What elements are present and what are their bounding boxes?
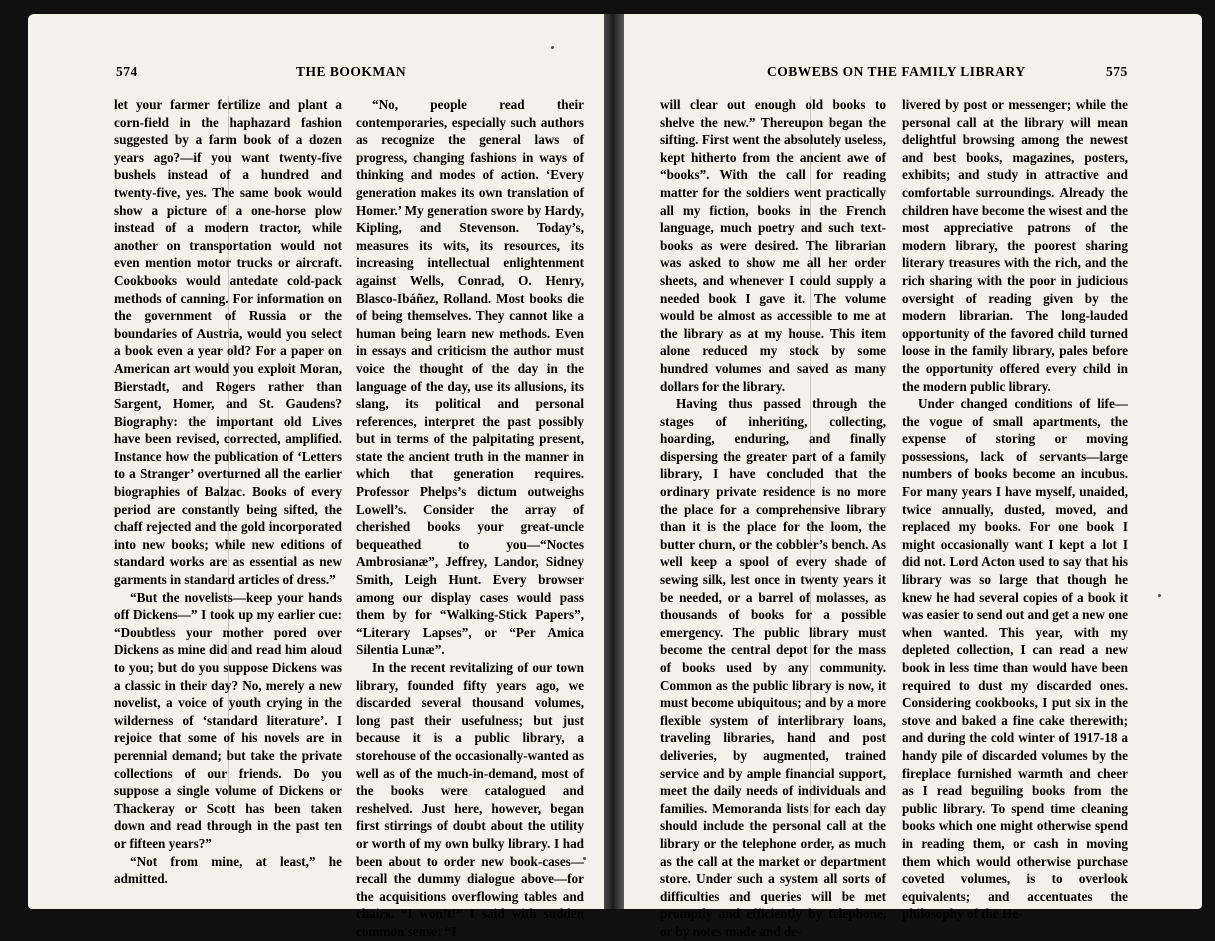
page-number: 575 <box>1106 64 1128 79</box>
running-head: THE BOOKMAN <box>296 64 407 79</box>
paragraph: Having thus passed through the stages of inheriting, collecting, hoarding, enduring, and finally dispersing the greater part of a family library, I have concluded that the ordinary private residence is no more the place for a comprehensive library than it is the place for the loom, the butter churn, or the cobbler’s bench. As well keep a spool of every shade of sewing silk, lest once in twenty years it be needed, or a barrel of molasses, as thousands of books for a possible emergency. The public library must become the central depot for the mass of books used by any community. Common as the public library is now, it must become ubiquitous; and by a more flexible system of interlibrary loans, traveling libraries, hand and post deliveries, by augmented, trained service and by ample financial support, meet the daily needs of individuals and families. Memoranda lists for each day should include the personal call at the library or the telephone order, as much as the call at the market or department store. Under such a system all sorts of difficulties and queries will be met promptly and efficiently by telephone, or by notes made and de- <box>660 396 886 939</box>
page-number: 574 <box>116 64 138 79</box>
text-column-right-2 <box>902 96 1128 923</box>
speck <box>1158 594 1161 597</box>
paragraph: will clear out enough old books to shelve the new.” Thereupon began the sifting. First went the absolutely useless, kept hitherto from the ancient awe of “books”. With the call for reading matter for the soldiers went practically all my fiction, books in the French language, much poetry and such text-books as were desired. The librarian was asked to show me all her order sheets, and whenever I could supply a needed book I gave it. The volume would be almost as accessible to me at the library as at my house. This item alone reduced my stock by some hundred volumes and saved as many dollars for the library. <box>660 97 886 394</box>
paragraph: Under changed conditions of life—the vogue of small apartments, the expense of storing or moving possessions, lack of servants—large numbers of books become an incubus. For many years I have myself, unaided, twice annually, dusted, moved, and replaced my books. For one book I might occasionally want I kept a lot I did not. Lord Acton used to say that his library was so large that though he knew he had several copies of a book it was easier to send out and get a new one when wanted. This year, with my depleted collection, I can read a new book in less time than would have been required to dust my discarded ones. Considering cookbooks, I put six in the stove and baked a fine cake therewith; and during the cold winter of 1917-18 a handy pile of discarded volumes by the fireplace furnished warmth and cheer as I read beguiling books from the public library. To spend time cleaning books which one might otherwise spend in reading them, or cash in moving them which would otherwise purchase coveted volumes, is to overlook equivalents; and accentuates the philosophy of the He- <box>902 396 1128 922</box>
paragraph: let your farmer fertilize and plant a corn-field in the haphazard fashion suggested by a farm book of a dozen years ago?—if you want twenty-five bushels instead of a hundred and twenty-five, yes. The same book would show a picture of a one-horse plow instead of a modern tractor, while another on transportation would not even mention motor trucks or aircraft. Cookbooks would antedate cold-pack methods of canning. For information on the government of Russia or the boundaries of Austria, would you select a book even a year old? For a paper on American art would you exploit Moran, Bierstadt, and Rogers rather than Sargent, Homer, and St. Gaudens? Biography: the important old Lives have been revised, corrected, amplified. Instance how the publication of ‘Letters to a Stranger’ overturned all the earlier biographies of Balzac. Books of every period are constantly being sifted, the chaff rejected and the gold incorporated into new books; while new editions of standard works are as essential as new garments in standard articles of dress.” <box>114 97 342 588</box>
text-column-left-1 <box>114 96 342 888</box>
text-column-left-2 <box>356 96 584 941</box>
text-column-right-1 <box>660 96 886 941</box>
paragraph: “Not from mine, at least,” he admitted. <box>114 853 342 887</box>
running-head: COBWEBS ON THE FAMILY LIBRARY <box>767 64 1026 79</box>
paragraph: “But the novelists—keep your hands off Dickens—” I took up my earlier cue: “Doubtless your mother pored over Dickens as mine did and read him aloud to you; but do you suppose Dickens was a classic in their day? No, merely a new novelist, a voice of youth crying in the wilderness of ‘standard literature’. I rejoice that some of his novels are in perennial demand; but take the private collections of our friends. Do you suppose a single volume of Dickens or Thackeray or Scott has been taken down and read through in the past ten or fifteen years?” <box>114 589 342 851</box>
paragraph: In the recent revitalizing of our town library, founded fifty years ago, we discarded several thousand volumes, long past their usefulness; but just because it is a public library, a storehouse of the occasionally-wanted as well as of the much-in-demand, most of the books were catalogued and reshelved. Just here, however, began first stirrings of doubt about the utility or worth of my own bulky library. I had been about to order new book-cases—recall the dummy dialogue above—for the acquisitions overflowing tables and chairs. “I won’t!” I said with sudden common sense; “I <box>356 660 584 939</box>
paragraph: livered by post or messenger; while the personal call at the library will mean delightful browsing among the newest and best books, magazines, posters, exhibits; and study in attractive and comfortable surroundings. Already the children have become the wisest and the most appreciative patrons of the modern library, the poorest sharing literary treasures with the rich, and the rich sharing with the poor in judicious oversight of reading given by the modern librarian. The long-lauded opportunity of the favored child turned loose in the family library, pales before the opportunity offered every child in the modern public library. <box>902 97 1128 394</box>
book-gutter <box>604 14 624 909</box>
speck <box>551 46 554 49</box>
paragraph: “No, people read their contemporaries, especially such authors as recognize the general laws of progress, changing fashions in ways of thinking and modes of action. ‘Every generation makes its own translation of Homer.’ My generation swore by Hardy, Kipling, and Stevenson. Today’s, measures its wits, its resources, its increasing intellectual enlightenment against Wells, Conrad, O. Henry, Blasco-Ibáñez, Rolland. Most books die of being themselves. They cannot like a human being learn new methods. Even in essays and criticism the author must voice the thought of the day in the language of the day, use its allusions, its slang, its political and personal references, interpret the past possibly but in terms of the palpitating present, state the ancient truth in the manner in which that generation requires. Professor Phelps’s dictum outweighs Lowell’s. Consider the array of cherished books your great-uncle bequeathed to you—“Noctes Ambrosianæ”, Jeffrey, Landor, Sidney Smith, Leigh Hunt. Every browser among our display cases would pass them by for “Walking-Stick Papers”, “Literary Lapses”, or “Per Amica Silentia Lunæ”. <box>356 97 584 658</box>
